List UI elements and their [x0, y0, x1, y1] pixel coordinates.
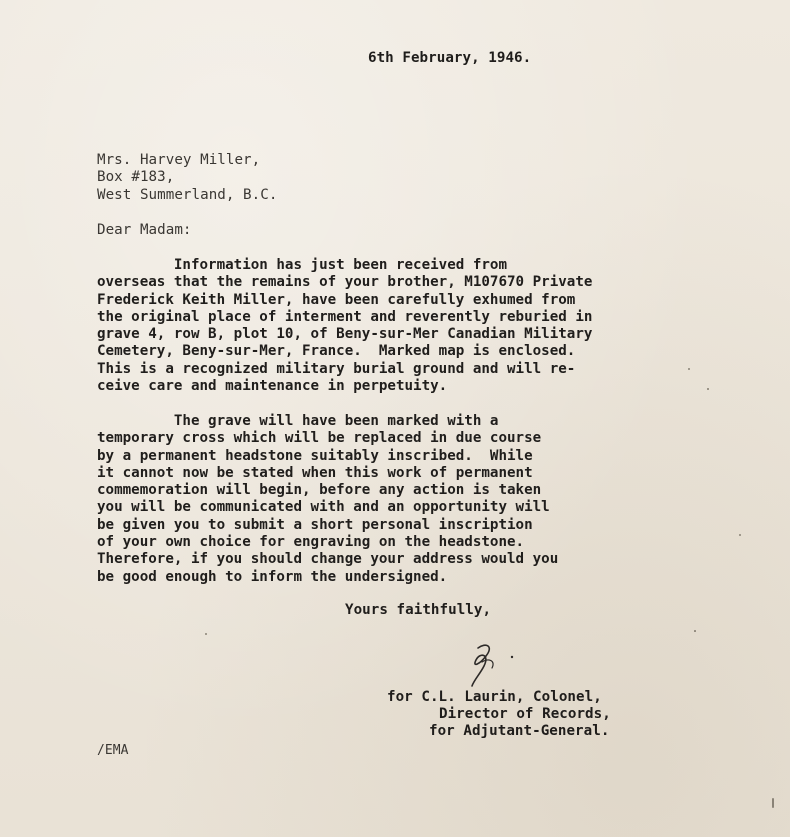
- paragraph-line: it cannot now be stated when this work of permanent: [97, 464, 533, 481]
- paragraph-line: you will be communicated with and an opportunity will: [97, 499, 550, 516]
- paragraph-line: Information has just been received from: [97, 257, 507, 273]
- signatory-line-3: for Adjutant-General.: [429, 723, 610, 739]
- paragraph-line: This is a recognized military burial ground and will re-: [97, 360, 576, 377]
- paragraph-line: be given you to submit a short personal inscription: [97, 516, 533, 533]
- paper-speck: [694, 630, 696, 632]
- paper-speck: [772, 798, 774, 808]
- paragraph-line: by a permanent headstone suitably inscribed. While: [97, 447, 533, 464]
- recipient-name: Mrs. Harvey Miller,: [97, 152, 261, 168]
- typist-reference: /EMA: [97, 743, 129, 758]
- paragraph-line: the original place of interment and reverently reburied in: [97, 308, 593, 325]
- paragraph-line: Therefore, if you should change your address would you: [97, 551, 559, 568]
- paragraph-line: grave 4, row B, plot 10, of Beny-sur-Mer Canadian Military: [97, 326, 593, 343]
- recipient-city: West Summerland, B.C.: [97, 187, 278, 203]
- closing: Yours faithfully,: [345, 602, 492, 618]
- paragraph-line: overseas that the remains of your brother, M107670 Private: [97, 274, 593, 291]
- paragraph-line: Cemetery, Beny-sur-Mer, France. Marked map is enclosed.: [97, 343, 576, 360]
- signatory-line-2: Director of Records,: [439, 706, 611, 722]
- salutation: Dear Madam:: [97, 222, 192, 238]
- paragraph-exhumation: [97, 257, 592, 395]
- paragraph-line: of your own choice for engraving on the headstone.: [97, 534, 525, 551]
- paragraph-line: Frederick Keith Miller, have been carefully exhumed from: [97, 291, 576, 308]
- paragraph-line: temporary cross which will be replaced in due course: [97, 430, 542, 447]
- paragraph-headstone: [97, 413, 558, 586]
- paragraph-line: be good enough to inform the undersigned.: [97, 568, 448, 585]
- paper-speck: [707, 388, 709, 390]
- letter-date: 6th February, 1946.: [368, 50, 532, 66]
- signatory-line-1: for C.L. Laurin, Colonel,: [387, 689, 602, 705]
- paper-speck: [739, 534, 741, 536]
- recipient-box: Box #183,: [97, 169, 175, 185]
- paragraph-line: ceive care and maintenance in perpetuity.: [97, 378, 448, 395]
- paragraph-line: The grave will have been marked with a: [97, 413, 499, 429]
- handwritten-signature: [456, 640, 526, 690]
- paper-speck: [688, 368, 690, 370]
- paper-speck: [205, 633, 207, 635]
- paragraph-line: commemoration will begin, before any action is taken: [97, 482, 542, 499]
